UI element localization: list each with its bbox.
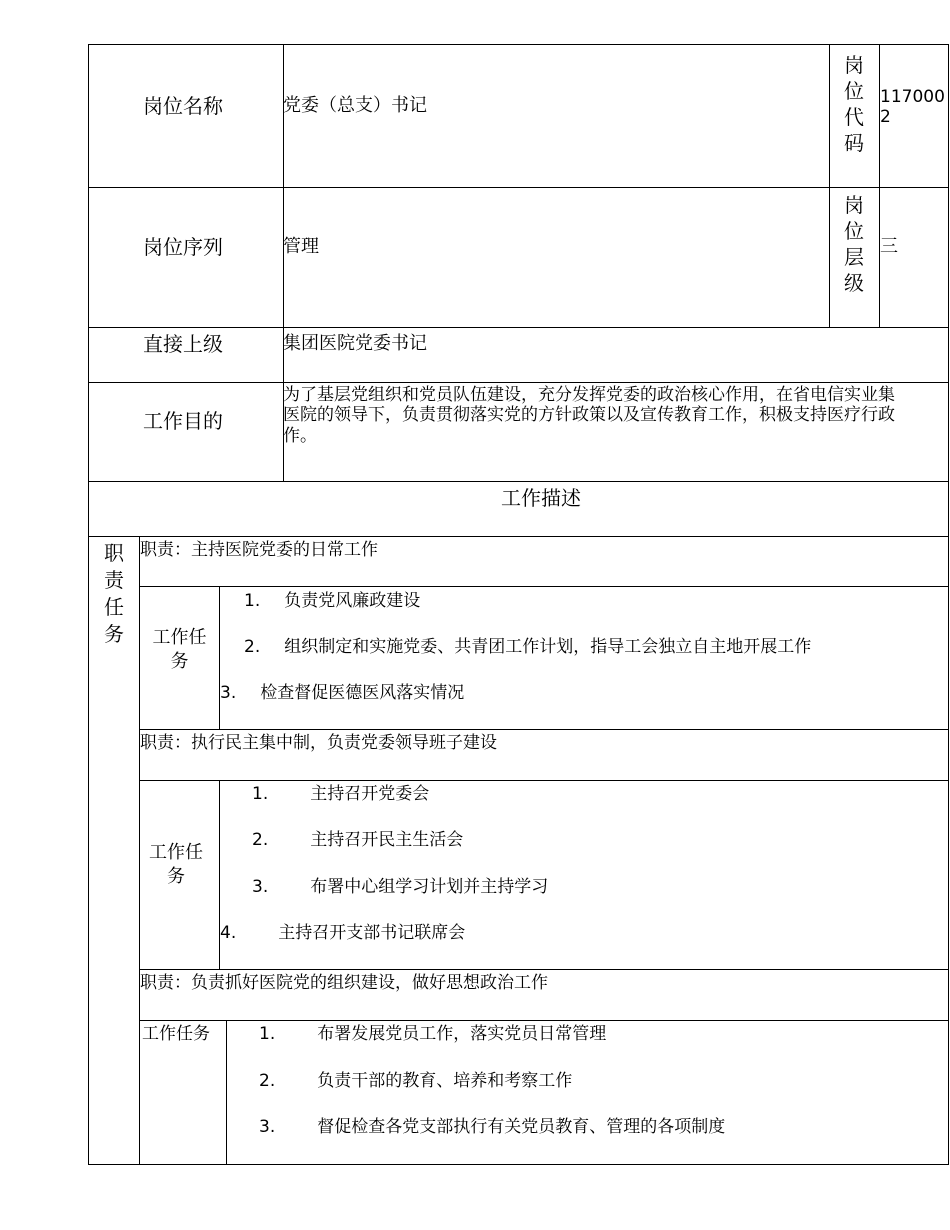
table-border — [88, 382, 949, 383]
table-border — [139, 1020, 949, 1021]
post-level-value: 三 — [880, 236, 898, 257]
purpose-label: 工作目的 — [143, 409, 223, 433]
task-label: 工作任 务 — [149, 842, 203, 887]
list-item: 1. 布署发展党员工作，落实党员日常管理 — [259, 1024, 607, 1044]
superior-value: 集团医院党委书记 — [283, 333, 427, 354]
table-border — [88, 1164, 949, 1165]
post-series-value: 管理 — [283, 236, 319, 257]
list-item: 1. 负责党风廉政建设 — [244, 591, 421, 611]
duties-label: 职 责 任 务 — [104, 541, 124, 646]
table-border — [88, 536, 949, 537]
post-code-value: 117000 2 — [880, 87, 945, 127]
table-border — [226, 1020, 227, 1165]
table-border — [139, 586, 949, 587]
table-border — [88, 481, 949, 482]
list-item: 2. 组织制定和实施党委、共青团工作计划，指导工会独立自主地开展工作 — [244, 637, 812, 657]
duty-title: 职责：负责抓好医院党的组织建设，做好思想政治工作 — [140, 973, 548, 993]
list-item: 2. 负责干部的教育、培养和考察工作 — [259, 1071, 573, 1091]
table-border — [139, 780, 949, 781]
table-border — [219, 586, 220, 730]
post-name-label: 岗位名称 — [143, 94, 223, 118]
task-label: 工作任务 — [142, 1024, 210, 1044]
table-border — [88, 44, 949, 45]
list-item: 3. 检查督促医德医风落实情况 — [220, 683, 465, 703]
post-series-label: 岗位序列 — [143, 235, 223, 259]
list-item: 4. 主持召开支部书记联席会 — [220, 923, 466, 943]
superior-label: 直接上级 — [143, 332, 223, 356]
task-label: 工作任 务 — [152, 627, 207, 672]
list-item: 1. 主持召开党委会 — [252, 784, 430, 804]
post-code-label: 岗 位 代 码 — [844, 53, 864, 155]
table-border — [139, 729, 949, 730]
list-item: 3. 督促检查各党支部执行有关党员教育、管理的各项制度 — [259, 1117, 726, 1137]
table-border — [88, 327, 949, 328]
description-title: 工作描述 — [501, 486, 581, 510]
list-item: 3. 布署中心组学习计划并主持学习 — [252, 877, 549, 897]
list-item: 2. 主持召开民主生活会 — [252, 830, 464, 850]
table-border — [948, 44, 949, 1165]
table-border — [139, 969, 949, 970]
purpose-text: 为了基层党组织和党员队伍建设，充分发挥党委的政治核心作用，在省电信实业集 医院的领导下，负责贯彻落实党的方针政策以及宣传教育工作，积极支持医疗行政 作。 — [283, 385, 895, 446]
table-border — [88, 187, 949, 188]
post-level-label: 岗 位 层 级 — [844, 193, 864, 295]
duty-title: 职责：执行民主集中制，负责党委领导班子建设 — [140, 733, 497, 753]
post-name-value: 党委（总支）书记 — [283, 95, 427, 116]
duty-title: 职责：主持医院党委的日常工作 — [140, 540, 378, 560]
